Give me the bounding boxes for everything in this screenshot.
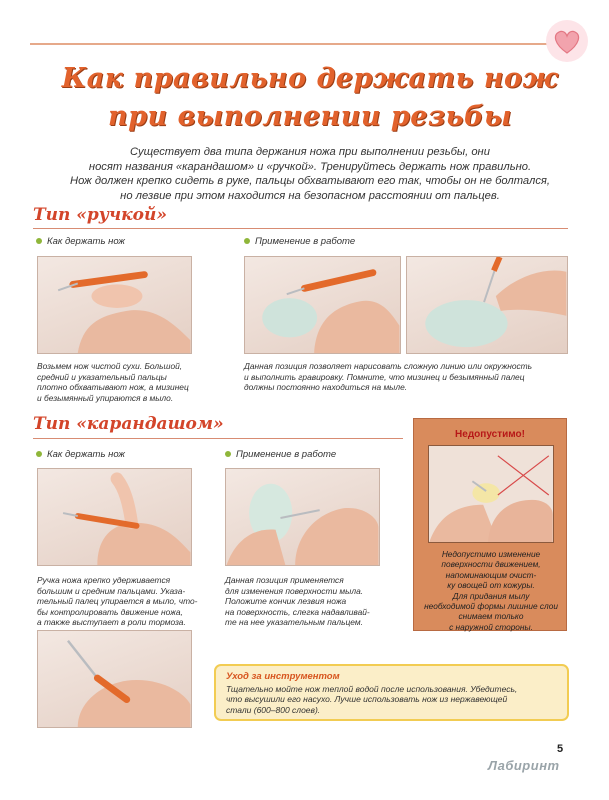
- warning-box: [413, 418, 567, 631]
- caption-line: должны постоянно находиться на мыле.: [244, 382, 408, 393]
- caption-pen-grip-work: [244, 361, 569, 393]
- care-line: что высушили его насухо. Лучше использовать нож из нержавеющей: [226, 694, 508, 705]
- caption-line: и безымянный упираются в мыло.: [37, 392, 174, 403]
- bullet-how-to-hold: [36, 236, 125, 247]
- tool-care-text: [226, 684, 561, 715]
- page-title: [60, 60, 560, 136]
- section-heading-pencil-grip: Тип «карандашом»: [33, 414, 224, 434]
- warning-line: напоминающим очист-: [445, 569, 537, 580]
- warning-line: с наружной стороны.: [449, 621, 533, 632]
- top-rule: [30, 43, 550, 45]
- caption-line: Данная позиция применяется: [225, 575, 344, 585]
- care-line: Тщательно мойте нож теплой водой после использования. Убедитесь,: [226, 684, 518, 694]
- bullet-dot-icon: [244, 238, 250, 244]
- photo-pencil-grip-hold: [37, 468, 192, 566]
- caption-line: Ручка ножа крепко удерживается: [37, 575, 171, 585]
- bullet-application: [244, 236, 355, 247]
- warning-line: ку овощей от кожуры.: [447, 580, 535, 591]
- bullet-label: Применение в работе: [255, 236, 356, 247]
- title-line-1: Как правильно держать нож: [61, 63, 559, 94]
- warning-text: [422, 549, 560, 632]
- intro-line: Существует два типа держания ножа при выполнении резьбы, они: [130, 146, 490, 158]
- title-line-2: при выполнении резьбы: [108, 101, 512, 132]
- bullet-dot-icon: [36, 451, 42, 457]
- tool-care-title: Уход за инструментом: [226, 671, 340, 682]
- caption-line: тельный палец упирается в мыло, что-: [37, 596, 198, 607]
- bullet-how-to-hold: [36, 449, 125, 460]
- bullet-application: [225, 449, 336, 460]
- page-number: 5: [557, 743, 564, 755]
- bullet-label: Как держать нож: [47, 236, 125, 247]
- care-line: стали (600–800 слоев).: [226, 704, 321, 715]
- caption-line: те на нее указательным пальцем.: [225, 617, 363, 628]
- section-divider: [33, 438, 403, 439]
- caption-pencil-grip-work: [225, 575, 410, 628]
- intro-line: носят названия «карандашом» и «ручкой». Тренируйтесь держать нож правильно.: [88, 160, 532, 173]
- photo-pen-grip-hold: [37, 256, 192, 354]
- watermark: Лабиринт: [488, 758, 560, 773]
- warning-line: Недопустимо изменение: [441, 549, 541, 559]
- intro-line: но лезвие при этом находится на безопасном расстоянии от пальцев.: [120, 189, 500, 202]
- warning-line: Для придания мылу: [452, 590, 530, 601]
- photo-pen-grip-work-2: [406, 256, 568, 354]
- bullet-dot-icon: [225, 451, 231, 457]
- warning-title: Недопустимо!: [455, 429, 525, 440]
- bullet-label: Как держать нож: [47, 449, 125, 460]
- caption-line: Положите кончик лезвия ножа: [225, 596, 347, 607]
- caption-line: плотно обхватывают нож, а мизинец: [37, 382, 189, 393]
- intro-paragraph: [40, 145, 580, 203]
- photo-pen-grip-work-1: [244, 256, 401, 354]
- caption-line: на поверхность, слегка надавливай-: [225, 606, 370, 617]
- caption-line: Данная позиция позволяет нарисовать сложную линию или окружность: [244, 361, 533, 371]
- tool-care-box: [214, 664, 569, 721]
- photo-pencil-grip-detail: [37, 630, 192, 728]
- caption-line: а также выступает в роли тормоза.: [37, 617, 186, 628]
- warning-line: поверхности движением,: [441, 559, 541, 570]
- bullet-dot-icon: [36, 238, 42, 244]
- caption-line: и выполнить гравировку. Помните, что мизинец и безымянный палец: [244, 371, 525, 382]
- section-heading-pen-grip: Тип «ручкой»: [33, 205, 167, 225]
- warning-line: необходимой формы лишние слои снимаем только: [424, 601, 558, 622]
- caption-line: Возьмем нож чистой сухи. Большой,: [37, 361, 183, 371]
- section-divider: [33, 228, 568, 229]
- caption-line: средний и указательный пальцы: [37, 371, 167, 382]
- caption-line: бы контролировать движение ножа,: [37, 606, 183, 617]
- caption-pen-grip-hold: [37, 361, 197, 403]
- photo-wrong-technique: [428, 445, 554, 543]
- caption-line: большим и средним пальцами. Указа-: [37, 585, 186, 596]
- caption-pencil-grip-hold: [37, 575, 212, 628]
- intro-line: Нож должен крепко сидеть в руке, пальцы обхватывают его так, чтобы он не болтался,: [70, 175, 550, 188]
- heart-logo-icon: [544, 18, 590, 64]
- caption-line: для изменения поверхности мыла.: [225, 585, 364, 596]
- photo-pencil-grip-work: [225, 468, 380, 566]
- bullet-label: Применение в работе: [236, 449, 337, 460]
